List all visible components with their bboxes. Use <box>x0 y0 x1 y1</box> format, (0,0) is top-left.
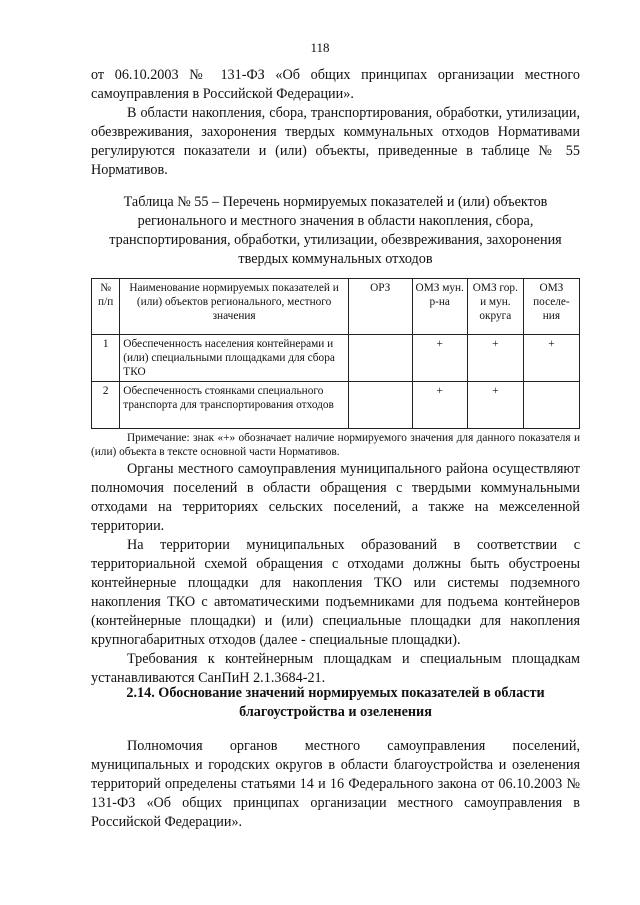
header-cell-name: Наименование нормируемых показателей и (или) объектов регионального, местного значения <box>120 279 349 335</box>
row-omz-district: + <box>412 335 467 382</box>
table-note: Примечание: знак «+» обозначает наличие нормируемого значения для данного показателя и (или) объекта в тексте основной части Нормативов. <box>91 432 580 458</box>
closing-block <box>91 737 580 832</box>
header-cell-omz-district: ОМЗ мун. р-на <box>412 279 467 335</box>
paragraph-waste-regulation: В области накопления, сбора, транспортирования, обработки, утилизации, обезвреживания, захоронения твердых коммунальных отходов Нормативами регулируются показатели и (или) объекты, приведенные в таблице № 55 Нормативов. <box>91 105 580 178</box>
row-number: 2 <box>92 382 120 429</box>
paragraph-container-sites: На территории муниципальных образований в соответствии с территориальной схемой обращения с отходами должны быть обустроены контейнерные площадки для накопления ТКО или системы подземного накопления ТКО с автоматическими подъемниками для подъема контейнеров (контейнерные площадки) и (или) специальные площадки для накопления крупногабаритных отходов (далее - специальные площадки). <box>91 537 580 648</box>
table-55 <box>91 278 580 429</box>
row-omz-settlement <box>523 382 579 429</box>
header-cell-omz-settlement: ОМЗ поселе-ния <box>523 279 579 335</box>
paragraph-district-powers: Органы местного самоуправления муниципального района осуществляют полномочия поселений в области обращения с твердыми коммунальными отходами на территориях сельских поселений, а также на межселенной территории. <box>91 461 580 534</box>
intro-block <box>91 66 580 180</box>
table-row <box>92 382 580 429</box>
table-header-row <box>92 279 580 335</box>
table-caption: Таблица № 55 – Перечень нормируемых показателей и (или) объектов регионального и местного значения в области накопления, сбора, транспортирования, обработки, утилизации, обезвреживания, захоронения твердых коммунальных отходов <box>109 194 562 267</box>
page-number: 118 <box>310 40 330 55</box>
row-omz-district: + <box>412 382 467 429</box>
row-orz <box>348 382 412 429</box>
main-block <box>91 460 580 688</box>
header-cell-orz: ОРЗ <box>348 279 412 335</box>
paragraph-law-reference: от 06.10.2003 № 131-ФЗ «Об общих принципах организации местного самоуправления в Российской Федерации». <box>91 67 580 102</box>
row-number: 1 <box>92 335 120 382</box>
row-omz-city: + <box>467 335 523 382</box>
paragraph-sanpin: Требования к контейнерным площадкам и специальным площадкам устанавливаются СанПиН 2.1.3684-21. <box>91 651 580 686</box>
row-name: Обеспеченность стоянками специального транспорта для транспортирования отходов <box>120 382 349 429</box>
header-cell-number: № п/п <box>92 279 120 335</box>
header-cell-omz-city: ОМЗ гор. и мун. округа <box>467 279 523 335</box>
table-row <box>92 335 580 382</box>
row-orz <box>348 335 412 382</box>
row-name: Обеспеченность населения контейнерами и (или) специальными площадками для сбора ТКО <box>120 335 349 382</box>
section-heading: 2.14. Обоснование значений нормируемых показателей в области благоустройства и озеленения <box>126 685 545 720</box>
row-omz-settlement: + <box>523 335 579 382</box>
row-omz-city: + <box>467 382 523 429</box>
paragraph-landscaping-powers: Полномочия органов местного самоуправления поселений, муниципальных и городских округов в области благоустройства и озеленения территорий определены статьями 14 и 16 Федерального закона от 06.10.2003 № 131-ФЗ «Об общих принципах организации местного самоуправления в Российской Федерации». <box>91 738 580 830</box>
